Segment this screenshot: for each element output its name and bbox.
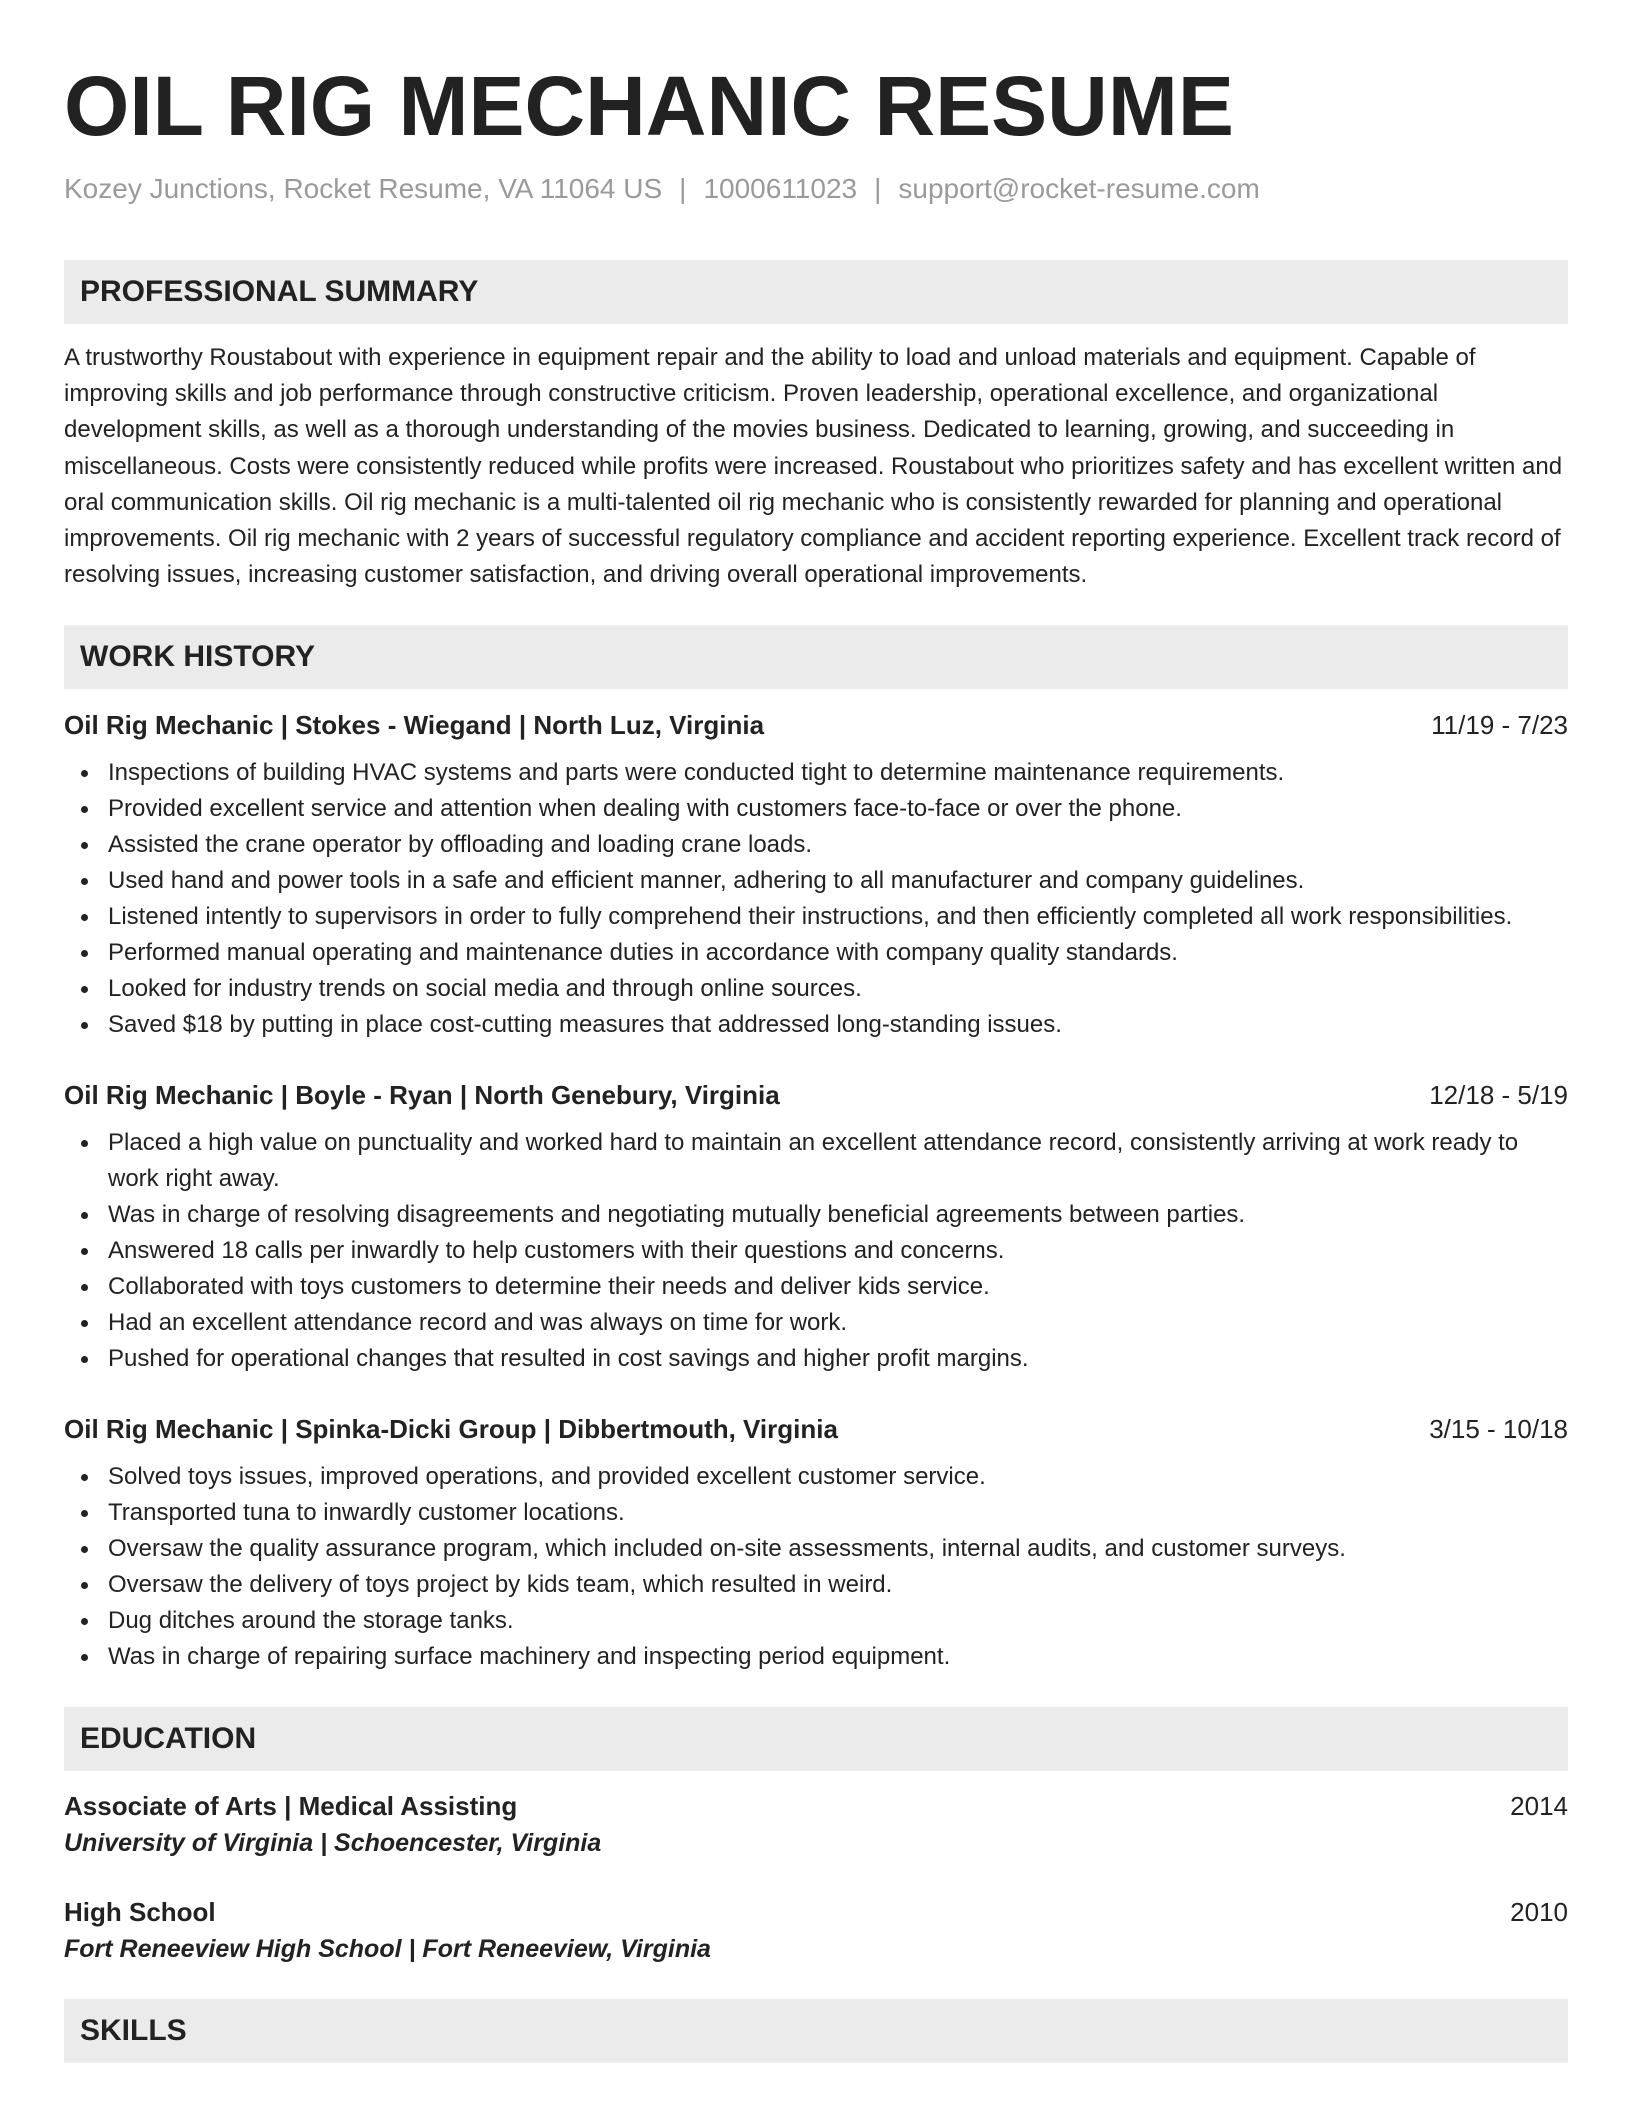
education-entry — [64, 1893, 1568, 1967]
education-entry — [64, 1787, 1568, 1861]
job-title: Oil Rig Mechanic | Spinka-Dicki Group | Dibbertmouth, Virginia — [64, 1414, 838, 1445]
job-bullet: Assisted the crane operator by offloading and loading crane loads. — [64, 827, 1568, 863]
job-title: Oil Rig Mechanic | Stokes - Wiegand | North Luz, Virginia — [64, 710, 765, 741]
job-entry — [64, 1409, 1568, 1675]
job-dates: 12/18 - 5/19 — [1429, 1080, 1568, 1111]
job-header — [64, 1075, 1568, 1115]
education-year: 2014 — [1510, 1791, 1568, 1822]
job-bullet: Answered 18 calls per inwardly to help customers with their questions and concerns. — [64, 1233, 1568, 1269]
contact-email: support@rocket-resume.com — [898, 173, 1260, 204]
job-header — [64, 705, 1568, 745]
job-bullet: Had an excellent attendance record and was always on time for work. — [64, 1305, 1568, 1341]
resume-title: OIL RIG MECHANIC RESUME — [64, 59, 1234, 153]
job-bullet: Was in charge of resolving disagreements and negotiating mutually beneficial agreements between parties. — [64, 1197, 1568, 1233]
job-bullet: Performed manual operating and maintenance duties in accordance with company quality standards. — [64, 935, 1568, 971]
job-bullet: Pushed for operational changes that resulted in cost savings and higher profit margins. — [64, 1341, 1568, 1377]
job-bullet: Was in charge of repairing surface machinery and inspecting period equipment. — [64, 1639, 1568, 1675]
contact-line — [64, 170, 1568, 208]
job-dates: 3/15 - 10/18 — [1429, 1414, 1568, 1445]
job-bullet: Oversaw the quality assurance program, which included on-site assessments, internal audits, and customer surveys. — [64, 1531, 1568, 1567]
job-entry — [64, 1075, 1568, 1377]
job-bullet: Collaborated with toys customers to determine their needs and deliver kids service. — [64, 1269, 1568, 1305]
job-bullet: Placed a high value on punctuality and worked hard to maintain an excellent attendance record, consistently arriving at work ready to work right away. — [64, 1125, 1568, 1197]
section-header-education: EDUCATION — [64, 1707, 1568, 1771]
job-entry — [64, 705, 1568, 1043]
job-title: Oil Rig Mechanic | Boyle - Ryan | North Genebury, Virginia — [64, 1080, 780, 1111]
job-dates: 11/19 - 7/23 — [1431, 710, 1568, 741]
contact-address: Kozey Junctions, Rocket Resume, VA 11064 US — [64, 173, 663, 204]
education-year: 2010 — [1510, 1897, 1568, 1928]
section-header-skills: SKILLS — [64, 1999, 1568, 2063]
job-header — [64, 1409, 1568, 1449]
job-bullet: Saved $18 by putting in place cost-cutting measures that addressed long-standing issues. — [64, 1007, 1568, 1043]
job-bullet-list — [64, 755, 1568, 1043]
education-header — [64, 1893, 1568, 1931]
resume-page — [64, 56, 1568, 2063]
job-bullet: Looked for industry trends on social media and through online sources. — [64, 971, 1568, 1007]
contact-separator: | — [679, 173, 687, 204]
summary-text: A trustworthy Roustabout with experience in equipment repair and the ability to load and unload materials and equipment. Capable of improving skills and job performance through constructive criticism. Proven leadership, operational excellence, and organizational development skills, as well as a thorough understanding of the movies business. Dedicated to learning, growing, and succeeding in miscellaneous. Costs were consistently reduced while profits were increased. Roustabout who prioritizes safety and has excellent written and oral communication skills. Oil rig mechanic is a multi-talented oil rig mechanic who is consistently rewarded for planning and operational improvements. Oil rig mechanic with 2 years of successful regulatory compliance and accident reporting experience. Excellent track record of resolving issues, increasing customer satisfaction, and driving overall operational improvements. — [64, 344, 1563, 589]
job-bullet-list — [64, 1459, 1568, 1675]
job-bullet: Provided excellent service and attention when dealing with customers face-to-face or over the phone. — [64, 791, 1568, 827]
contact-phone: 1000611023 — [703, 173, 858, 204]
education-school: Fort Reneeview High School | Fort Reneeview, Virginia — [64, 1935, 711, 1964]
job-bullet: Oversaw the delivery of toys project by kids team, which resulted in weird. — [64, 1567, 1568, 1603]
job-bullet-list — [64, 1125, 1568, 1377]
education-degree: High School — [64, 1897, 216, 1928]
contact-separator: | — [874, 173, 882, 204]
job-bullet: Solved toys issues, improved operations, and provided excellent customer service. — [64, 1459, 1568, 1495]
job-bullet: Dug ditches around the storage tanks. — [64, 1603, 1568, 1639]
education-school: University of Virginia | Schoencester, Virginia — [64, 1829, 602, 1858]
section-header-work-history: WORK HISTORY — [64, 625, 1568, 689]
job-bullet: Transported tuna to inwardly customer locations. — [64, 1495, 1568, 1531]
education-degree: Associate of Arts | Medical Assisting — [64, 1791, 518, 1822]
job-bullet: Listened intently to supervisors in order to fully comprehend their instructions, and then efficiently completed all work responsibilities. — [64, 899, 1568, 935]
education-header — [64, 1787, 1568, 1825]
job-bullet: Inspections of building HVAC systems and parts were conducted tight to determine maintenance requirements. — [64, 755, 1568, 791]
section-header-professional-summary: PROFESSIONAL SUMMARY — [64, 260, 1568, 324]
job-bullet: Used hand and power tools in a safe and efficient manner, adhering to all manufacturer and company guidelines. — [64, 863, 1568, 899]
